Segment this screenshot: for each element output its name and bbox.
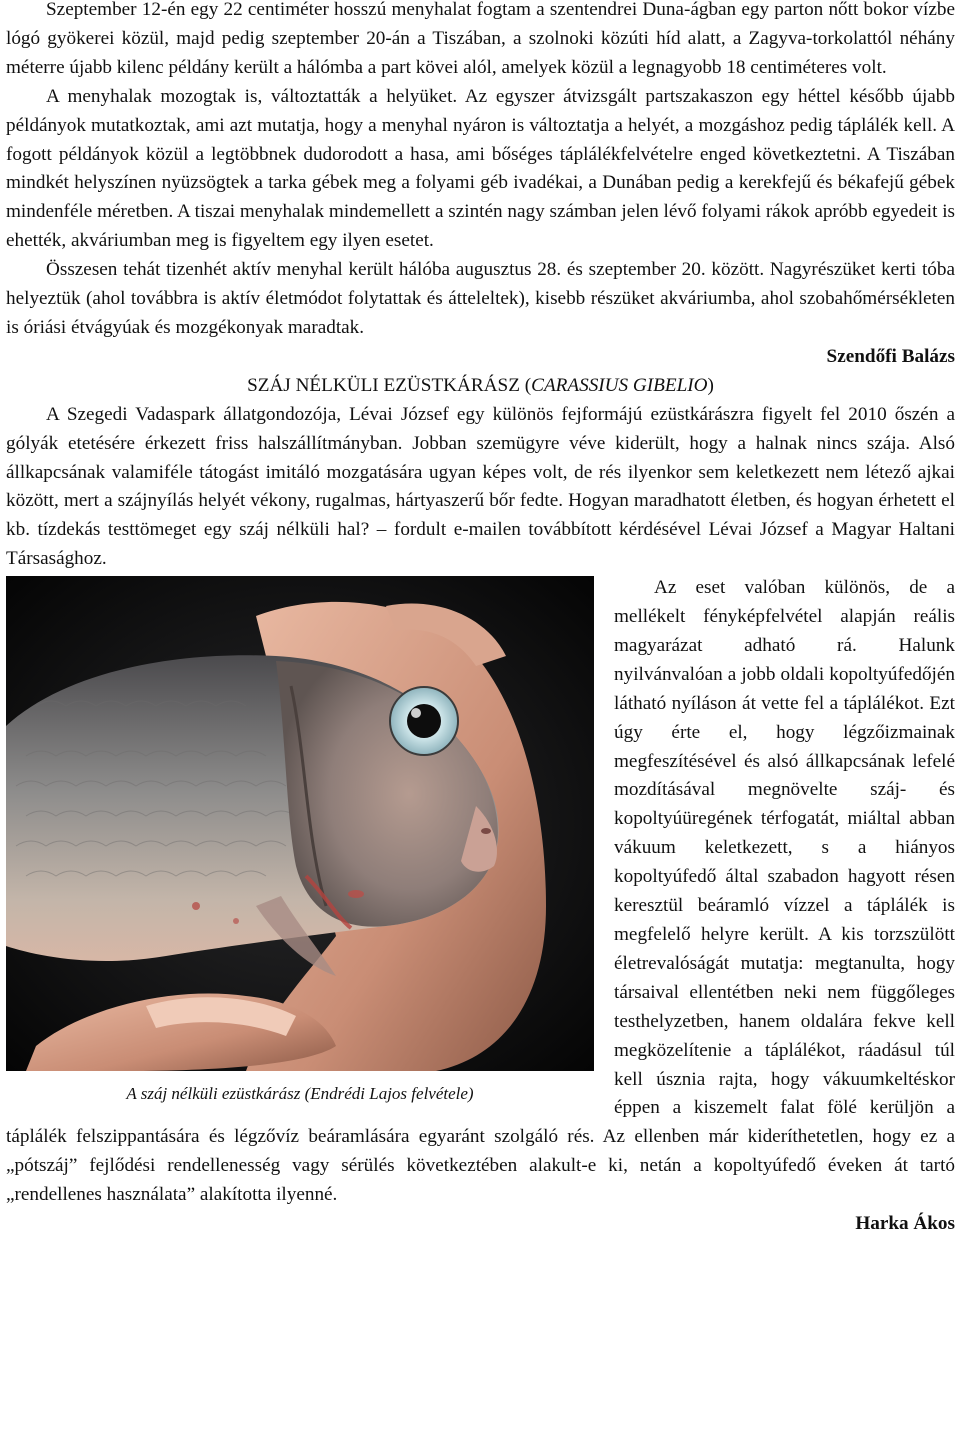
article2-title-prefix: SZÁJ NÉLKÜLI EZÜSTKÁRÁSZ (: [247, 374, 532, 396]
article2-paragraph-1: A Szegedi Vadaspark állatgondozója, Lévai József egy különös fejformájú ezüstkárászra figyelt fel 2010 őszén a gólyák etetésére érkezett friss halszállítmányban. Jobban szemügyre véve kiderült, hogy a halnak nincs szája. Alsó állkapcsának valamiféle tátogást imitáló mozgatására ugyan képes volt, de rés ilyenkor sem keletkezett nem létező ajkai között, mert a szájnyílás helyét vékony, rugalmas, hártyaszerű bőr fedte. Hogyan maradhatott életben, és hogyan érhetett el kb. tízdekás testtömeget egy száj nélküli hal? – fordult e-mailen továbbított kérdésével Lévai József a Magyar Haltani Társasághoz.: [6, 403, 955, 570]
article2-title-latin: CARASSIUS GIBELIO: [531, 374, 708, 396]
article2-paragraph-2: Az eset valóban különös, de a mellékelt fényképfelvétel alapján reális magyarázat adható rá. Halunk nyilvánvalóan a jobb oldali kopoltyúfedőjén látható nyíláson át vette fel a táplálékot. Ezt úgy érte el, hogy légzőizmainak megfeszítésével és alsó állkapcsának lefelé mozdításával megnövelte száj- és kopoltyúüregének térfogatát, miáltal abban vákuum keletkezett, s a hiányos kopoltyúfedő által szabadon hagyott résen keresztül beáramló vízzel a táplálék is megfelelő helyre került. A kis torzszülött életrevalóságát mutatja: megtanulta, hogy társaival ellentétben neki nem függőleges testhelyzetben, hanem oldalára fekve kell megközelítenie a táplálékot, ráadásul túl kell úsznia rajta, hogy vákuumkeltéskor éppen a kiszemelt falat fölé kerüljön a táplálék felszippantására és légzővíz beáramlására egyaránt szolgáló rés. Az ellenben már kideríthetetlen, hogy ez a „pótszáj” fejlődési rendellenesség vagy sérülés következtében alakult-e ki, netán a kopoltyúfedő éveken át tartó „rendellenes használata” alakította ilyenné.: [6, 577, 955, 1206]
article1-author: Szendőfi Balázs: [826, 345, 955, 367]
fish-photo: [6, 576, 594, 1071]
article2-title: [6, 372, 955, 401]
article2-title-suffix: ): [707, 374, 714, 396]
article1-paragraph-2: A menyhalak mozogtak is, változtatták a helyüket. Az egyszer átvizsgált partszakaszon egy héttel később újabb példányok mutatkoztak, ami azt mutatja, hogy a menyhal nyáron is változtatja a helyét, a mozgáshoz pedig táplálék kell. A fogott példányok közül a legtöbbnek dudorodott a hasa, ami bőséges táplálékfelvételre enged következtetni. A Tiszában mindkét helyszínen nyüzsögtek a tarka gébek meg a folyami géb ivadékai, a Dunában pedig a kerekfejű és békafejű gébek mindenféle méretben. A tiszai menyhalak mindemellett a szintén nagy számban jelen lévő folyami rákok apróbb egyedeit is ehették, akváriumban meg is figyeltem egy ilyen esetet.: [6, 85, 955, 252]
article2-author: Harka Ákos: [855, 1213, 955, 1235]
article1-paragraph-3: Összesen tehát tizenhét aktív menyhal került hálóba augusztus 28. és szeptember 20. között. Nagyrészüket kerti tóba helyeztük (ahol továbbra is aktív életmódot folytattak és átteleltek), kisebb részüket akváriumba, ahol szobahőmérsékleten is óriási étvágyúak és mozgékonyak maradtak.: [6, 259, 955, 338]
fish-photo-figure: [6, 576, 594, 1104]
article1-paragraph-1: Szeptember 12-én egy 22 centiméter hosszú menyhalat fogtam a szentendrei Duna-ágban egy parton nőtt bokor vízbe lógó gyökerei közül, majd pedig szeptember 20-án a Tiszában, a szolnoki közúti híd alatt, a Zagyva-torkolattól néhány méterre újabb kilenc példány került a hálómba a part kövei alól, amelyek közül a legnagyobb 18 centiméteres volt.: [6, 0, 955, 78]
photo-caption: A száj nélküli ezüstkárász (Endrédi Lajos felvétele): [126, 1084, 474, 1104]
